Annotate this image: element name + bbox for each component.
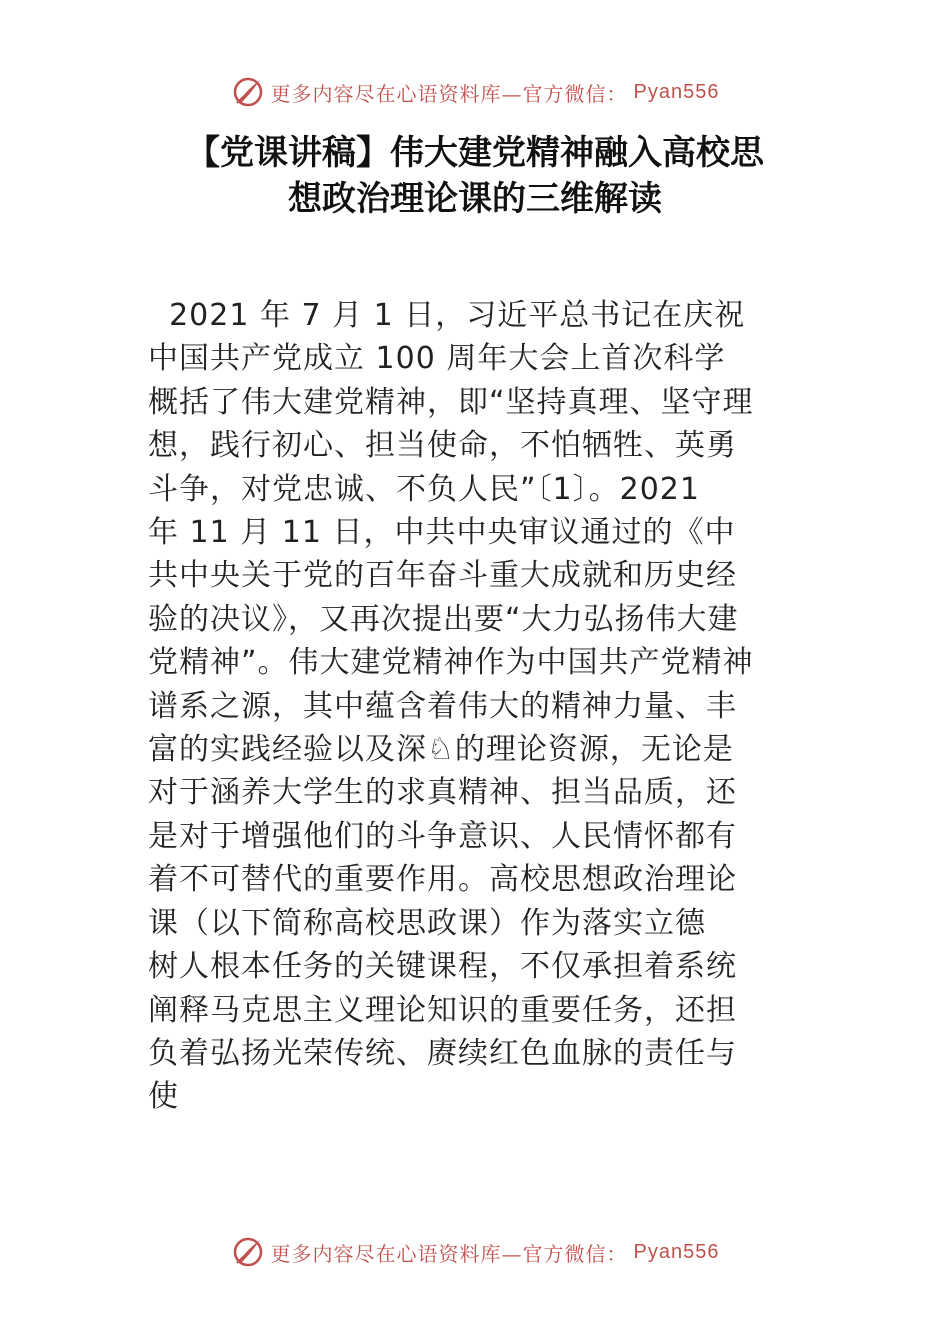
footer-banner <box>0 1232 950 1272</box>
document-title <box>0 130 950 222</box>
body-line: 年 11 月 11 日，中共中央审议通过的《中 <box>148 515 736 551</box>
quill-logo-icon <box>231 75 265 109</box>
title-line: 【党课讲稿】伟大建党精神融入高校思 <box>186 133 764 173</box>
banner-text: 更多内容尽在心语资料库—官方微信： <box>270 81 628 106</box>
body-line: 树人根本任务的关键课程，不仅承担着系统 <box>148 949 737 985</box>
body-line: 党精神”。伟大建党精神作为中国共产党精神 <box>148 645 754 681</box>
body-line: 课（以下简称高校思政课）作为落实立德 <box>148 905 706 941</box>
banner-text: 更多内容尽在心语资料库—官方微信： <box>270 1241 628 1266</box>
banner-wechat-id: Pyan556 <box>633 80 720 103</box>
body-line: 对于涵养大学生的求真精神、担当品质，还 <box>148 775 737 811</box>
body-line: 中国共产党成立 100 周年大会上首次科学 <box>148 341 726 377</box>
body-line: 谱系之源，其中蕴含着伟大的精神力量、丰 <box>148 688 737 724</box>
body-line: 阐释马克思主义理论知识的重要任务，还担 <box>148 992 737 1028</box>
body-line: 验的决议》，又再次提出要“大力弘扬伟大建 <box>148 601 739 637</box>
banner-wechat-id: Pyan556 <box>633 1240 720 1263</box>
body-line: 是对于增强他们的斗争意识、人民情怀都有 <box>148 818 737 854</box>
body-line: 想，践行初心、担当使命，不怕牺牲、英勇 <box>148 428 737 464</box>
header-banner <box>0 72 950 112</box>
body-paragraph <box>148 294 808 1119</box>
body-line: 富的实践经验以及深♘的理论资源，无论是 <box>148 732 734 768</box>
body-line: 斗争，对党忠诚、不负人民”〔1〕。2021 <box>148 471 700 507</box>
body-line: 2021 年 7 月 1 日，习近平总书记在庆祝 <box>148 298 746 333</box>
body-line: 概括了伟大建党精神，即“坚持真理、坚守理 <box>148 384 754 420</box>
body-line: 使 <box>148 1079 179 1115</box>
title-line: 想政治理论课的三维解读 <box>288 179 662 219</box>
body-line: 共中央关于党的百年奋斗重大成就和历史经 <box>148 558 737 594</box>
body-line: 着不可替代的重要作用。高校思想政治理论 <box>148 862 737 898</box>
quill-logo-icon <box>231 1235 265 1269</box>
body-line: 负着弘扬光荣传统、赓续红色血脉的责任与 <box>148 1035 737 1071</box>
